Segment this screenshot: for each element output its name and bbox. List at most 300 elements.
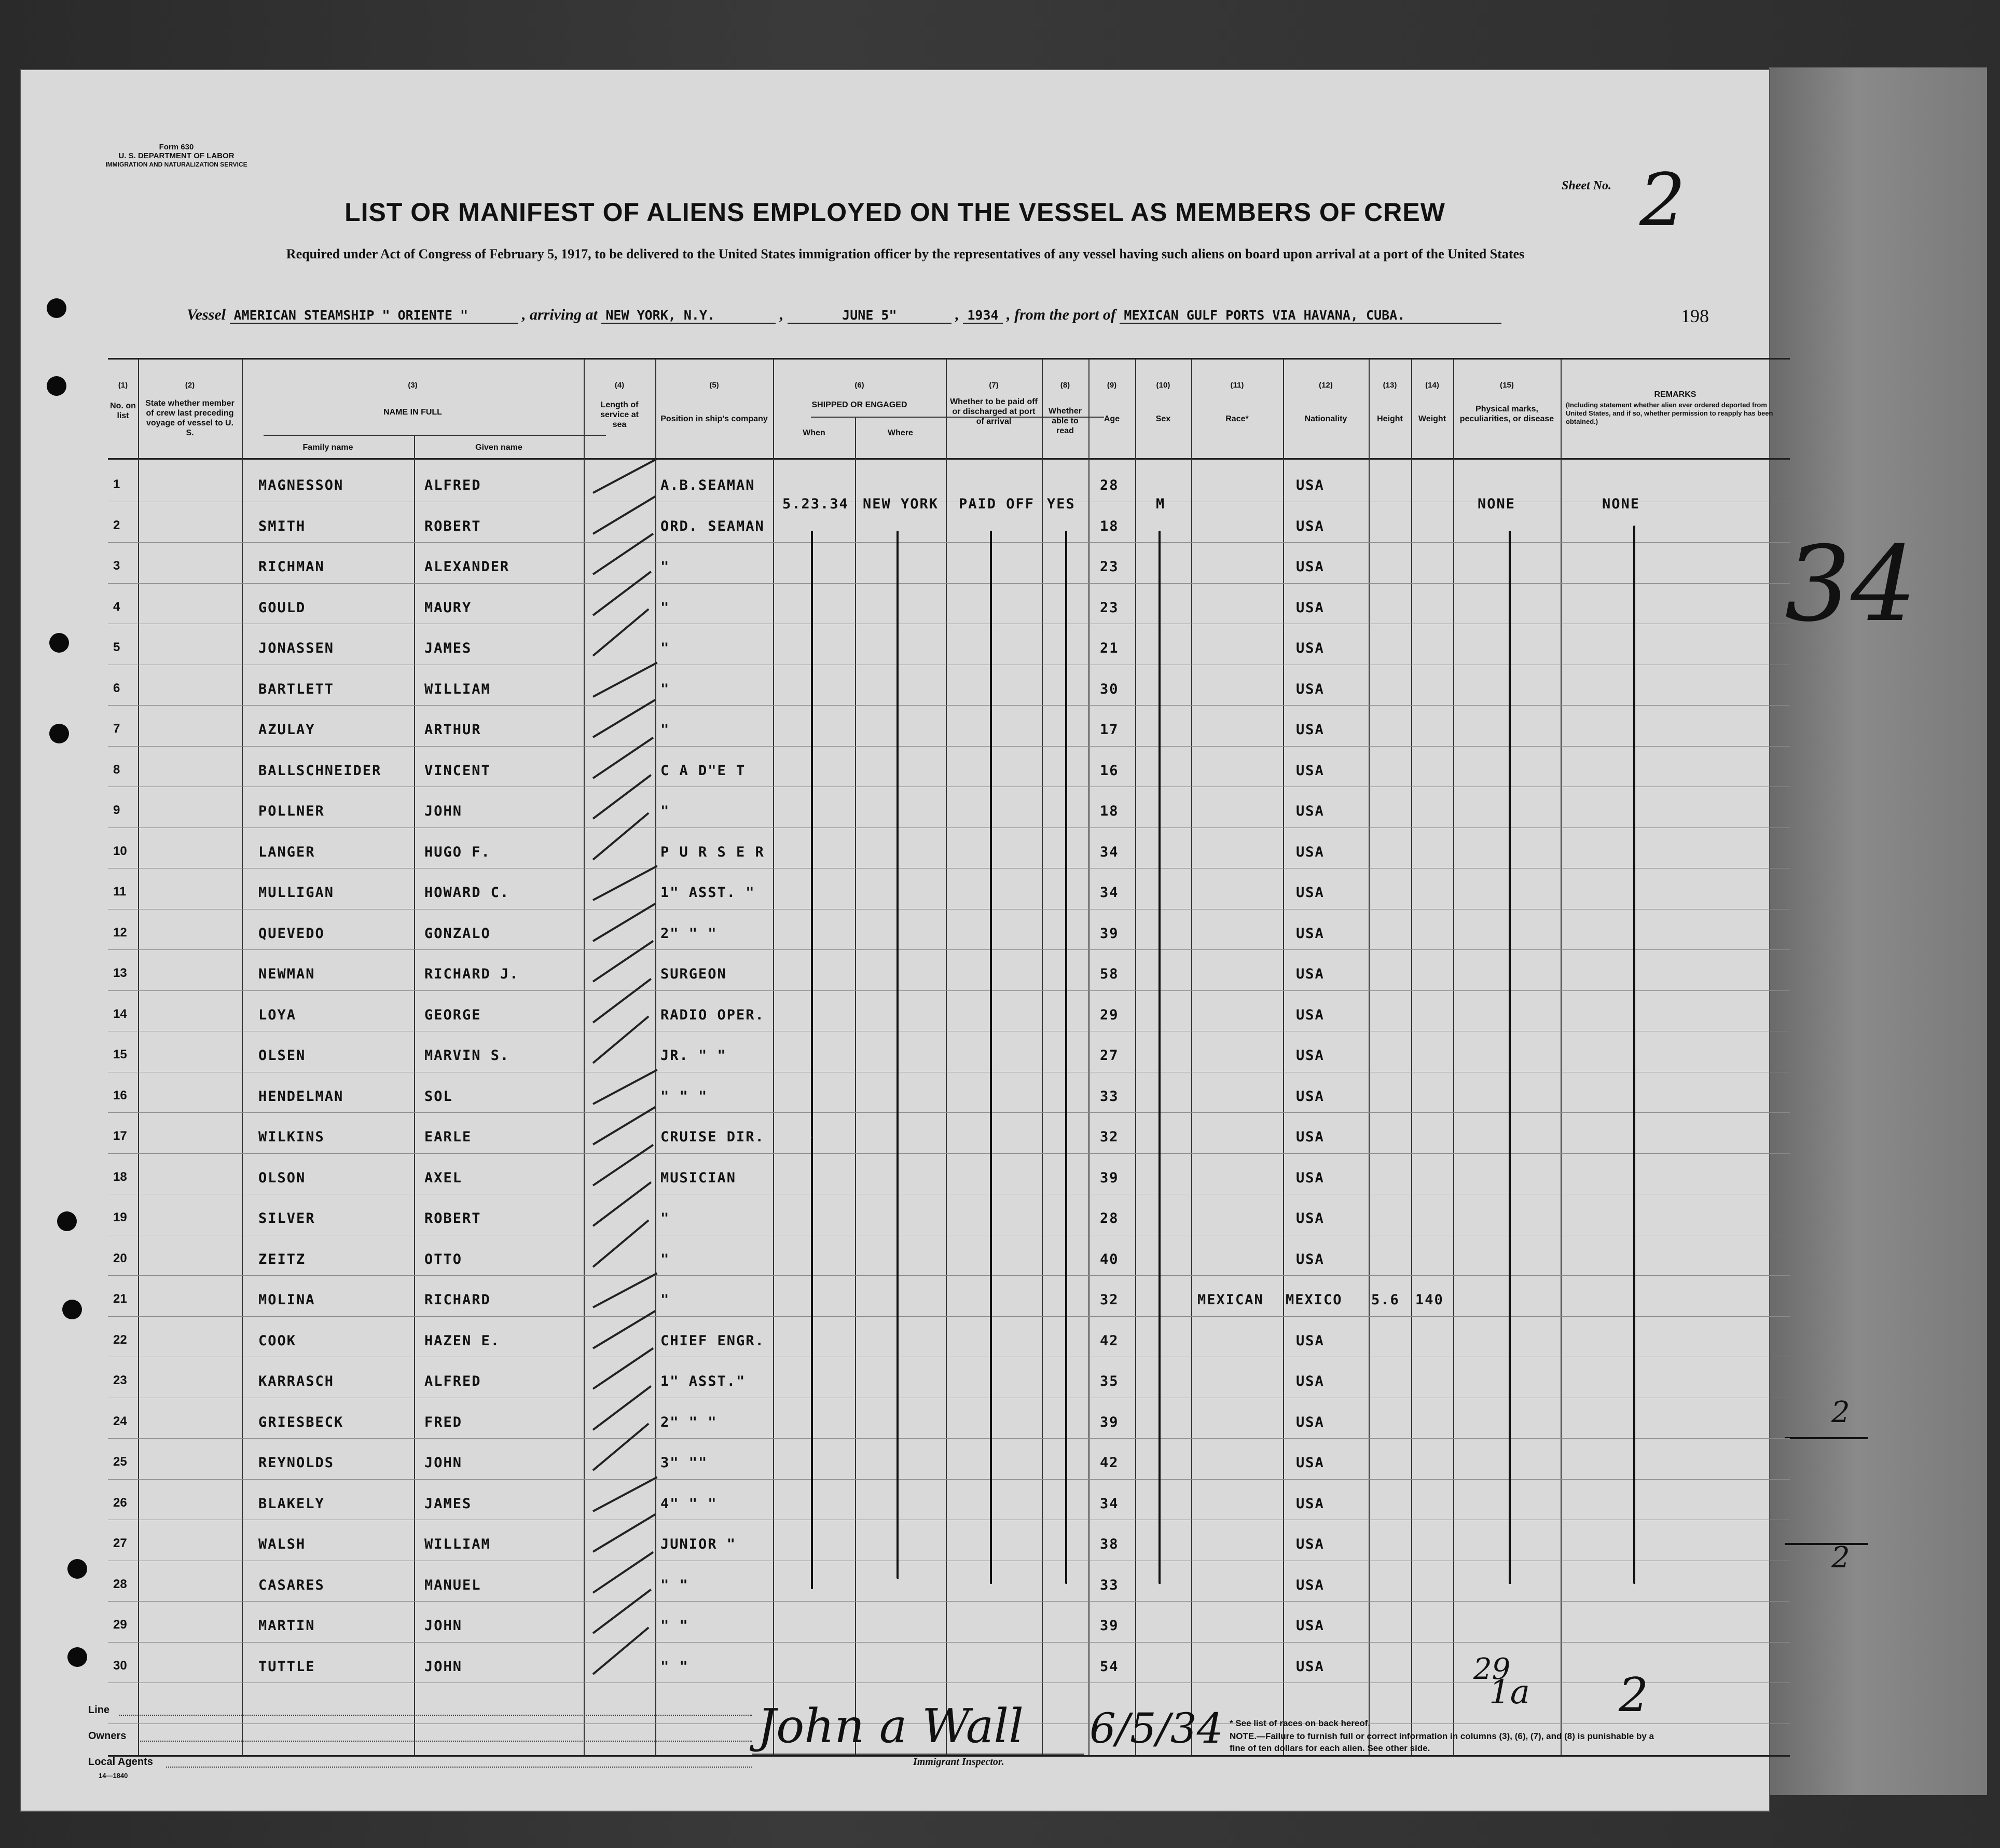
row-23-family-name: KARRASCH [258, 1373, 335, 1389]
col-divider [1411, 360, 1412, 1755]
row-divider [108, 705, 1790, 706]
row-28-nationality: USA [1296, 1577, 1325, 1593]
row-16-family-name: HENDELMAN [258, 1088, 344, 1105]
row-22-age: 42 [1100, 1332, 1119, 1349]
row-28-given-name: MANUEL [424, 1577, 481, 1593]
row-13-row-number: 13 [113, 966, 127, 980]
col-divider [855, 417, 856, 1755]
row-15-row-number: 15 [113, 1047, 127, 1061]
row-12-nationality: USA [1296, 925, 1325, 942]
signature-date: 6/5/34 [1089, 1704, 1223, 1753]
row-15-family-name: OLSEN [258, 1047, 306, 1064]
col-16-header: REMARKS [1654, 390, 1696, 399]
row-22-row-number: 22 [113, 1332, 127, 1347]
row-divider [108, 1316, 1790, 1317]
arriving-label: , arriving at [522, 306, 598, 323]
line-field [119, 1715, 752, 1716]
col-divider [1088, 360, 1089, 1755]
row-17-row-number: 17 [113, 1129, 127, 1143]
row-1-paid: PAID OFF [959, 496, 1035, 512]
row-5-row-number: 5 [113, 640, 120, 654]
service-check-mark [592, 774, 652, 819]
col-divider [1283, 360, 1284, 1755]
row-8-age: 16 [1100, 762, 1119, 779]
row-15-given-name: MARVIN S. [424, 1047, 510, 1064]
row-10-given-name: HUGO F. [424, 844, 491, 860]
service-check-mark [592, 1347, 654, 1390]
col-5-header: Position in ship's company [660, 415, 768, 423]
col-15-header: Physical marks, peculiarities, or disease [1459, 405, 1554, 423]
arrival-date: JUNE 5" [788, 308, 951, 324]
name-subheader-line [264, 435, 606, 436]
service-check-mark [592, 812, 650, 860]
row-15-nationality: USA [1296, 1047, 1325, 1064]
col-3b-header: Given name [475, 443, 522, 452]
sheet-label: Sheet No. [1562, 179, 1611, 192]
row-27-row-number: 27 [113, 1536, 127, 1550]
service-check-mark [592, 940, 654, 983]
row-30-age: 54 [1100, 1658, 1119, 1675]
row-11-nationality: USA [1296, 885, 1325, 901]
row-26-family-name: BLAKELY [258, 1495, 325, 1512]
signature-line [752, 1754, 1084, 1755]
row-6-family-name: BARTLETT [258, 681, 335, 697]
row-1-sex: M [1156, 496, 1166, 512]
row-28-position: " " [660, 1577, 689, 1593]
row-13-age: 58 [1100, 966, 1119, 982]
row-28-family-name: CASARES [258, 1577, 325, 1593]
row-23-given-name: ALFRED [424, 1373, 481, 1389]
penalty-note: NOTE.—Failure to furnish full or correct information in columns (3), (6), (7), and (8) is punishable by a fine of ten dollars for each alien. See other side. [1230, 1731, 1654, 1753]
col-8-header: Whether able to read [1049, 407, 1082, 435]
row-17-family-name: WILKINS [258, 1129, 325, 1145]
binder-hole [67, 1559, 87, 1579]
col-6-number: (6) [854, 381, 864, 390]
row-13-given-name: RICHARD J. [424, 966, 519, 982]
header-divider [108, 458, 1790, 460]
col-5-number: (5) [709, 381, 719, 390]
arriving-port: NEW YORK, N.Y. [601, 308, 776, 324]
row-22-family-name: COOK [258, 1332, 297, 1349]
row-18-family-name: OLSON [258, 1169, 306, 1186]
vessel-label: Vessel [187, 306, 226, 323]
row-13-family-name: NEWMAN [258, 966, 315, 982]
row-14-row-number: 14 [113, 1006, 127, 1021]
row-23-row-number: 23 [113, 1373, 127, 1387]
service-check-mark [592, 1069, 657, 1105]
row-10-position: P U R S E R [660, 844, 765, 860]
row-7-family-name: AZULAY [258, 722, 315, 738]
row-26-age: 34 [1100, 1495, 1119, 1512]
departure-port: MEXICAN GULF PORTS VIA HAVANA, CUBA. [1120, 308, 1501, 324]
row-14-position: RADIO OPER. [660, 1006, 765, 1023]
col-9-number: (9) [1107, 381, 1117, 390]
row-27-given-name: WILLIAM [424, 1536, 491, 1552]
ditto-line-paid [990, 531, 994, 1584]
row-1-position: A.B.SEAMAN [660, 477, 755, 493]
row-23-age: 35 [1100, 1373, 1119, 1389]
line-label: Line [88, 1704, 110, 1716]
row-divider [108, 1642, 1790, 1643]
owners-label: Owners [88, 1730, 127, 1742]
col-divider [242, 360, 243, 1755]
from-label: , from the port of [1006, 306, 1116, 323]
row-1-marks: NONE [1478, 496, 1516, 512]
col-divider [655, 360, 656, 1755]
row-15-position: JR. " " [660, 1047, 727, 1064]
row-20-given-name: OTTO [424, 1251, 463, 1267]
form-number: Form 630 [159, 143, 194, 151]
row-2-nationality: USA [1296, 518, 1325, 534]
row-21-given-name: RICHARD [424, 1292, 491, 1308]
row-divider [108, 583, 1790, 584]
row-divider [108, 542, 1790, 543]
col-9-header: Age [1104, 415, 1120, 423]
vessel-name: AMERICAN STEAMSHIP " ORIENTE " [230, 308, 518, 324]
row-8-given-name: VINCENT [424, 762, 491, 779]
race-note: * See list of races on back hereof. [1230, 1718, 1371, 1728]
agents-label: Local Agents [88, 1756, 153, 1768]
binder-hole [49, 724, 69, 743]
row-1-where: NEW YORK [863, 496, 939, 512]
row-1-age: 28 [1100, 477, 1119, 493]
row-20-family-name: ZEITZ [258, 1251, 306, 1267]
row-19-given-name: ROBERT [424, 1210, 481, 1226]
row-20-nationality: USA [1296, 1251, 1325, 1267]
col-14-header: Weight [1418, 415, 1446, 423]
row-2-family-name: SMITH [258, 518, 306, 534]
row-21-nationality: MEXICO [1286, 1292, 1343, 1308]
row-divider [108, 990, 1790, 991]
row-25-position: 3" "" [660, 1455, 708, 1471]
service-check-mark [592, 661, 657, 697]
tally-mark: 29 [1473, 1652, 1511, 1686]
row-16-row-number: 16 [113, 1088, 127, 1102]
row-18-age: 39 [1100, 1169, 1119, 1186]
row-28-age: 33 [1100, 1577, 1119, 1593]
page-title: LIST OR MANIFEST OF ALIENS EMPLOYED ON THE VESSEL AS MEMBERS OF CREW [344, 198, 1445, 227]
row-5-given-name: JAMES [424, 640, 472, 656]
row-10-row-number: 10 [113, 844, 127, 858]
row-3-age: 23 [1100, 559, 1119, 575]
row-divider [108, 1601, 1790, 1602]
row-29-family-name: MARTIN [258, 1618, 315, 1634]
arrival-year: 1934 [963, 308, 1002, 324]
row-23-nationality: USA [1296, 1373, 1325, 1389]
row-2-row-number: 2 [113, 518, 120, 532]
row-12-age: 39 [1100, 925, 1119, 942]
row-11-family-name: MULLIGAN [258, 885, 335, 901]
col-6a-header: When [803, 429, 825, 437]
row-10-age: 34 [1100, 844, 1119, 860]
row-16-given-name: SOL [424, 1088, 453, 1105]
row-6-nationality: USA [1296, 681, 1325, 697]
service-check-mark [592, 1626, 650, 1675]
row-1-remarks: NONE [1602, 496, 1640, 512]
col-2-header: State whether member of crew last preceding voyage of vessel to U. S. [145, 399, 235, 437]
row-4-nationality: USA [1296, 599, 1325, 616]
col-4-number: (4) [614, 381, 625, 390]
row-24-family-name: GRIESBECK [258, 1414, 344, 1430]
crew-table [108, 358, 1790, 1757]
ditto-line-sex [1158, 531, 1163, 1584]
ditto-line-marks [1509, 531, 1513, 1584]
row-29-given-name: JOHN [424, 1618, 463, 1634]
col-3a-header: Family name [302, 443, 353, 452]
col-3-header: NAME IN FULL [383, 408, 442, 417]
row-5-nationality: USA [1296, 640, 1325, 656]
row-4-row-number: 4 [113, 599, 120, 614]
col-16-subheader: (Including statement whether alien ever ordered deported from United States, and if so, whether permission to reapply has been obtained.) [1566, 401, 1773, 425]
row-25-row-number: 25 [113, 1455, 127, 1469]
row-18-row-number: 18 [113, 1169, 127, 1184]
row-2-age: 18 [1100, 518, 1119, 534]
service-check-mark [592, 1423, 650, 1471]
manifest-page [21, 70, 1773, 1811]
row-8-row-number: 8 [113, 762, 120, 777]
row-8-position: C A D"E T [660, 762, 746, 779]
ditto-line-remarks [1633, 526, 1637, 1584]
service-check-mark [592, 1589, 652, 1634]
col-divider [1453, 360, 1454, 1755]
binder-hole [47, 376, 66, 396]
service-check-mark [592, 865, 657, 901]
margin-small-number: 2 [1831, 1396, 1850, 1429]
row-30-row-number: 30 [113, 1658, 127, 1673]
service-check-mark [592, 1144, 654, 1187]
adjacent-page-margin [1769, 67, 1987, 1795]
col-divider [1369, 360, 1370, 1755]
row-21-position: " [660, 1292, 670, 1308]
row-7-position: " [660, 722, 670, 738]
service-check-mark [592, 1551, 654, 1594]
row-18-given-name: AXEL [424, 1169, 463, 1186]
col-7-header: Whether to be paid off or discharged at port of arrival [950, 397, 1038, 426]
row-divider [108, 949, 1790, 950]
agents-field [166, 1767, 752, 1768]
service-check-mark [592, 978, 652, 1023]
row-9-position: " [660, 803, 670, 819]
row-4-position: " [660, 599, 670, 616]
row-18-nationality: USA [1296, 1169, 1325, 1186]
row-10-nationality: USA [1296, 844, 1325, 860]
row-24-age: 39 [1100, 1414, 1119, 1430]
row-6-row-number: 6 [113, 681, 120, 695]
row-divider [108, 1112, 1790, 1113]
row-20-age: 40 [1100, 1251, 1119, 1267]
row-27-nationality: USA [1296, 1536, 1325, 1552]
row-8-family-name: BALLSCHNEIDER [258, 762, 382, 779]
row-18-position: MUSICIAN [660, 1169, 737, 1186]
col-divider [584, 360, 585, 1755]
row-9-nationality: USA [1296, 803, 1325, 819]
ditto-line-read [1065, 531, 1069, 1584]
row-11-row-number: 11 [113, 885, 127, 899]
row-9-given-name: JOHN [424, 803, 463, 819]
tally-mark: 1a [1489, 1673, 1530, 1712]
row-6-age: 30 [1100, 681, 1119, 697]
binder-hole [57, 1211, 77, 1231]
row-1-read: YES [1047, 496, 1075, 512]
row-16-age: 33 [1100, 1088, 1119, 1105]
row-3-position: " [660, 559, 670, 575]
row-27-age: 38 [1100, 1536, 1119, 1552]
tally-mark: 2 [1619, 1668, 1649, 1722]
row-17-nationality: USA [1296, 1129, 1325, 1145]
service-check-mark [592, 1015, 650, 1064]
row-7-row-number: 7 [113, 722, 120, 736]
row-26-given-name: JAMES [424, 1495, 472, 1512]
row-12-position: 2" " " [660, 925, 718, 942]
margin-number: 34 [1785, 524, 1917, 645]
col-13-number: (13) [1383, 381, 1397, 390]
row-3-row-number: 3 [113, 559, 120, 573]
row-5-age: 21 [1100, 640, 1119, 656]
col-6-header: SHIPPED OR ENGAGED [811, 401, 907, 409]
row-11-position: 1" ASST. " [660, 885, 755, 901]
col-3-number: (3) [408, 381, 418, 390]
form-identifier [83, 143, 270, 169]
row-25-nationality: USA [1296, 1455, 1325, 1471]
row-15-age: 27 [1100, 1047, 1119, 1064]
row-14-given-name: GEORGE [424, 1006, 481, 1023]
service-check-mark [592, 737, 654, 779]
row-27-position: JUNIOR " [660, 1536, 737, 1552]
row-25-age: 42 [1100, 1455, 1119, 1471]
binder-hole [67, 1647, 87, 1667]
row-20-row-number: 20 [113, 1251, 127, 1265]
service-check-mark [592, 1181, 652, 1226]
row-12-family-name: QUEVEDO [258, 925, 325, 942]
service-check-mark [592, 571, 652, 616]
col-divider [946, 360, 947, 1755]
col-divider [1561, 360, 1562, 1755]
row-25-given-name: JOHN [424, 1455, 463, 1471]
row-3-family-name: RICHMAN [258, 559, 325, 575]
margin-small-number: 2 [1831, 1541, 1850, 1575]
row-6-given-name: WILLIAM [424, 681, 491, 697]
row-2-given-name: ROBERT [424, 518, 481, 534]
agents-code: 14—1840 [99, 1772, 128, 1780]
row-3-given-name: ALEXANDER [424, 559, 510, 575]
col-8-number: (8) [1060, 381, 1070, 390]
row-28-row-number: 28 [113, 1577, 127, 1591]
row-13-position: SURGEON [660, 966, 727, 982]
col-11-header: Race* [1225, 415, 1249, 423]
col-6b-header: Where [888, 429, 913, 437]
page-subtitle: Required under Act of Congress of February 5, 1917, to be delivered to the United States immigration officer by the representatives of any vessel having such aliens on board upon arrival at a port of the United States [286, 246, 1525, 261]
row-4-age: 23 [1100, 599, 1119, 616]
row-26-position: 4" " " [660, 1495, 718, 1512]
row-17-age: 32 [1100, 1129, 1119, 1145]
service-check-mark [592, 608, 650, 656]
row-24-nationality: USA [1296, 1414, 1325, 1430]
row-26-nationality: USA [1296, 1495, 1325, 1512]
row-1-given-name: ALFRED [424, 477, 481, 493]
row-29-position: " " [660, 1618, 689, 1634]
col-12-number: (12) [1319, 381, 1333, 390]
row-4-given-name: MAURY [424, 599, 472, 616]
row-14-family-name: LOYA [258, 1006, 297, 1023]
row-3-nationality: USA [1296, 559, 1325, 575]
row-4-family-name: GOULD [258, 599, 306, 616]
binder-hole [49, 633, 69, 653]
row-13-nationality: USA [1296, 966, 1325, 982]
service-check-mark [592, 533, 654, 575]
row-7-given-name: ARTHUR [424, 722, 481, 738]
row-26-row-number: 26 [113, 1495, 127, 1510]
col-13-header: Height [1377, 415, 1403, 423]
row-9-family-name: POLLNER [258, 803, 325, 819]
inspector-signature: John a Wall [757, 1699, 1024, 1754]
ditto-line-when [811, 531, 815, 1138]
row-21-weight: 140 [1415, 1292, 1444, 1308]
row-21-family-name: MOLINA [258, 1292, 315, 1308]
col-divider [1191, 360, 1192, 1755]
row-1-family-name: MAGNESSON [258, 477, 344, 493]
col-1-header: No. on list [110, 402, 136, 420]
col-divider [138, 360, 139, 1755]
row-21-height: 5.6 [1371, 1292, 1400, 1308]
row-14-age: 29 [1100, 1006, 1119, 1023]
row-14-nationality: USA [1296, 1006, 1325, 1023]
col-10-number: (10) [1156, 381, 1170, 390]
row-27-family-name: WALSH [258, 1536, 306, 1552]
row-17-given-name: EARLE [424, 1129, 472, 1145]
row-30-position: " " [660, 1658, 689, 1675]
row-1-nationality: USA [1296, 477, 1325, 493]
row-12-row-number: 12 [113, 925, 127, 940]
row-16-nationality: USA [1296, 1088, 1325, 1105]
row-29-age: 39 [1100, 1618, 1119, 1634]
row-19-age: 28 [1100, 1210, 1119, 1226]
col-divider [1042, 360, 1043, 1755]
col-15-number: (15) [1500, 381, 1514, 390]
col-1-number: (1) [118, 381, 128, 390]
col-12-header: Nationality [1304, 415, 1347, 423]
row-12-given-name: GONZALO [424, 925, 491, 942]
sheet-number: 2 [1639, 158, 1686, 243]
row-6-position: " [660, 681, 670, 697]
department-name: U. S. DEPARTMENT OF LABOR [118, 151, 235, 160]
row-24-given-name: FRED [424, 1414, 463, 1430]
col-11-number: (11) [1230, 381, 1244, 390]
row-24-position: 2" " " [660, 1414, 718, 1430]
row-22-given-name: HAZEN E. [424, 1332, 501, 1349]
row-19-nationality: USA [1296, 1210, 1325, 1226]
vessel-line: Vessel AMERICAN STEAMSHIP " ORIENTE " , arriving at NEW YORK, N.Y. , JUNE 5" , 1934 , from the port of MEXICAN GULF PORTS VIA HAVANA, CUBA. [187, 306, 1501, 324]
row-25-family-name: REYNOLDS [258, 1455, 335, 1471]
row-divider [108, 1479, 1790, 1480]
service-name: IMMIGRATION AND NATURALIZATION SERVICE [105, 161, 247, 168]
row-29-row-number: 29 [113, 1618, 127, 1632]
ditto-line-where [896, 531, 901, 1579]
service-check-mark [592, 1219, 650, 1267]
row-21-age: 32 [1100, 1292, 1119, 1308]
row-21-race: MEXICAN [1197, 1292, 1264, 1308]
col-14-number: (14) [1425, 381, 1439, 390]
row-30-family-name: TUTTLE [258, 1658, 315, 1675]
row-divider [108, 1275, 1790, 1276]
service-check-mark [592, 1385, 652, 1430]
row-30-given-name: JOHN [424, 1658, 463, 1675]
row-7-nationality: USA [1296, 722, 1325, 738]
row-19-family-name: SILVER [258, 1210, 315, 1226]
col-4-header: Length of service at sea [600, 401, 639, 429]
row-21-row-number: 21 [113, 1292, 127, 1306]
ditto-line-when [811, 1138, 815, 1589]
row-5-position: " [660, 640, 670, 656]
